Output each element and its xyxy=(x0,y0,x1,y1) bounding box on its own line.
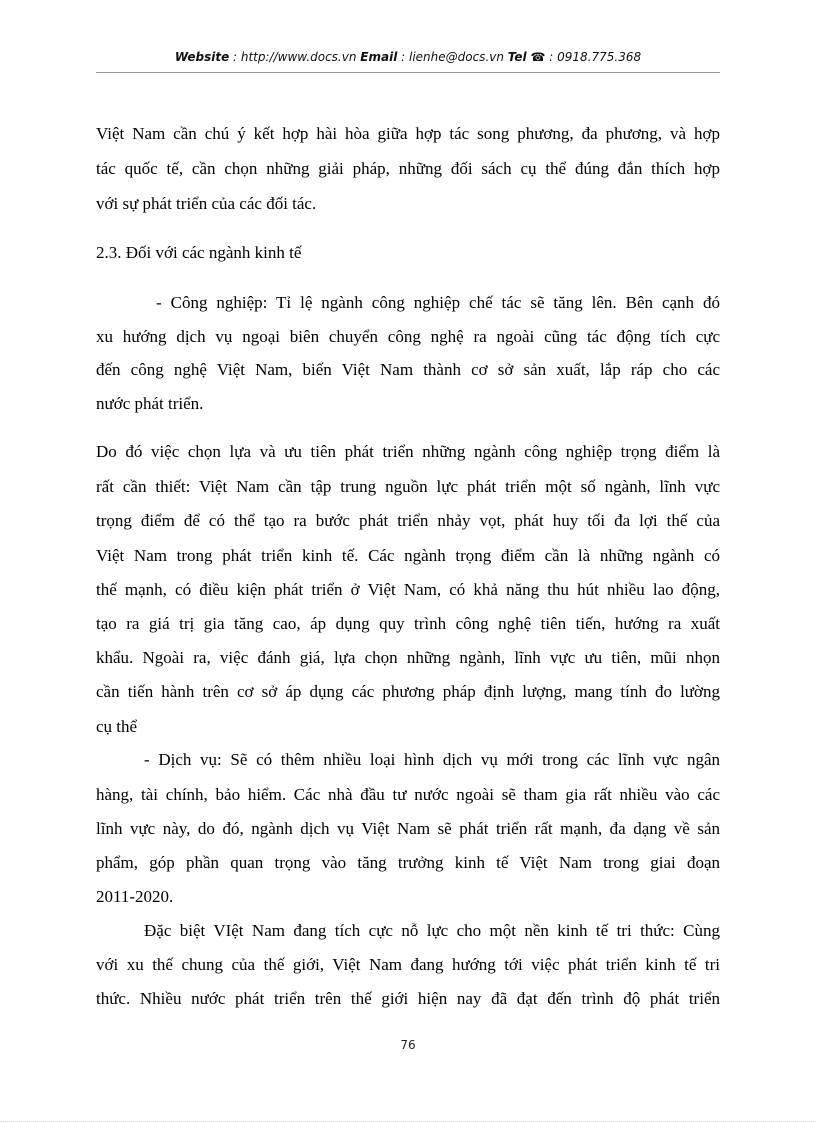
text-line: rất cần thiết: Việt Nam cần tập trung nguồn lực phát triển một số ngành, lĩnh vực xyxy=(96,477,720,496)
text-line: thức. Nhiều nước phát triển trên thế giới hiện nay đã đạt đến trình độ phát triển xyxy=(96,989,720,1008)
page-header xyxy=(96,50,720,70)
text-line: xu hướng dịch vụ ngoại biên chuyển công nghệ ra ngoài cũng tác động tích cực xyxy=(96,327,720,346)
section-heading: 2.3. Đối với các ngành kinh tế xyxy=(96,243,302,262)
text-line: - Công nghiệp: Tỉ lệ ngành công nghiệp chế tác sẽ tăng lên. Bên cạnh đó xyxy=(156,293,720,312)
text-line: hàng, tài chính, bảo hiểm. Các nhà đầu tư nước ngoài sẽ tham gia rất nhiều vào các xyxy=(96,785,720,804)
website-label: Website xyxy=(174,50,230,64)
text-line: Việt Nam trong phát triển kinh tế. Các ngành trọng điểm cần là những ngành có xyxy=(96,546,720,565)
text-line: trọng điểm để có thể tạo ra bước phát triển nhảy vọt, phát huy tối đa lợi thế của xyxy=(96,511,720,530)
text-line: thế mạnh, có điều kiện phát triển ở Việt Nam, có khả năng thu hút nhiều lao động, xyxy=(96,580,720,599)
text-line: Đặc biệt VIệt Nam đang tích cực nỗ lực cho một nền kinh tế tri thức: Cùng xyxy=(144,921,720,940)
email-value: : lienhe@docs.vn xyxy=(397,50,508,64)
header-divider xyxy=(96,72,720,73)
email-label: Email xyxy=(360,50,398,64)
text-line: cần tiến hành trên cơ sở áp dụng các phương pháp định lượng, mang tính đo lường xyxy=(96,682,720,701)
text-line: tạo ra giá trị gia tăng cao, áp dụng quy trình công nghệ tiên tiến, hướng ra xuất xyxy=(96,614,720,633)
footer-divider xyxy=(0,1121,816,1122)
tel-label: Tel xyxy=(507,50,527,64)
text-line: - Dịch vụ: Sẽ có thêm nhiều loại hình dịch vụ mới trong các lĩnh vực ngân xyxy=(144,750,720,769)
website-value: : http://www.docs.vn xyxy=(229,50,361,64)
text-line: nước phát triển. xyxy=(96,394,204,413)
text-line: lĩnh vực này, do đó, ngành dịch vụ Việt Nam sẽ phát triển rất mạnh, đa dạng về sản xyxy=(96,819,720,838)
text-line: tác quốc tế, cần chọn những giải pháp, những đối sách cụ thể đúng đắn thích hợp xyxy=(96,159,720,178)
text-line: Việt Nam cần chú ý kết hợp hài hòa giữa hợp tác song phương, đa phương, và hợp xyxy=(96,124,720,143)
text-line: với xu thế chung của thế giới, Việt Nam đang hướng tới việc phát triển kinh tế tri xyxy=(96,955,720,974)
text-line: đến công nghệ Việt Nam, biến Việt Nam thành cơ sở sản xuất, lắp ráp cho các xyxy=(96,360,720,379)
text-line: khẩu. Ngoài ra, việc đánh giá, lựa chọn những ngành, lĩnh vực ưu tiên, mũi nhọn xyxy=(96,648,720,667)
phone-icon: ☎ xyxy=(530,50,546,64)
tel-value: : 0918.775.368 xyxy=(545,50,642,64)
text-line: với sự phát triển của các đối tác. xyxy=(96,194,317,213)
text-line: cụ thể xyxy=(96,717,138,736)
text-line: phẩm, góp phần quan trọng vào tăng trưởng kinh tế Việt Nam trong giai đoạn xyxy=(96,853,720,872)
text-line: 2011-2020. xyxy=(96,887,174,906)
text-line: Do đó việc chọn lựa và ưu tiên phát triển những ngành công nghiệp trọng điểm là xyxy=(96,442,720,461)
page-number: 76 xyxy=(400,1038,416,1052)
